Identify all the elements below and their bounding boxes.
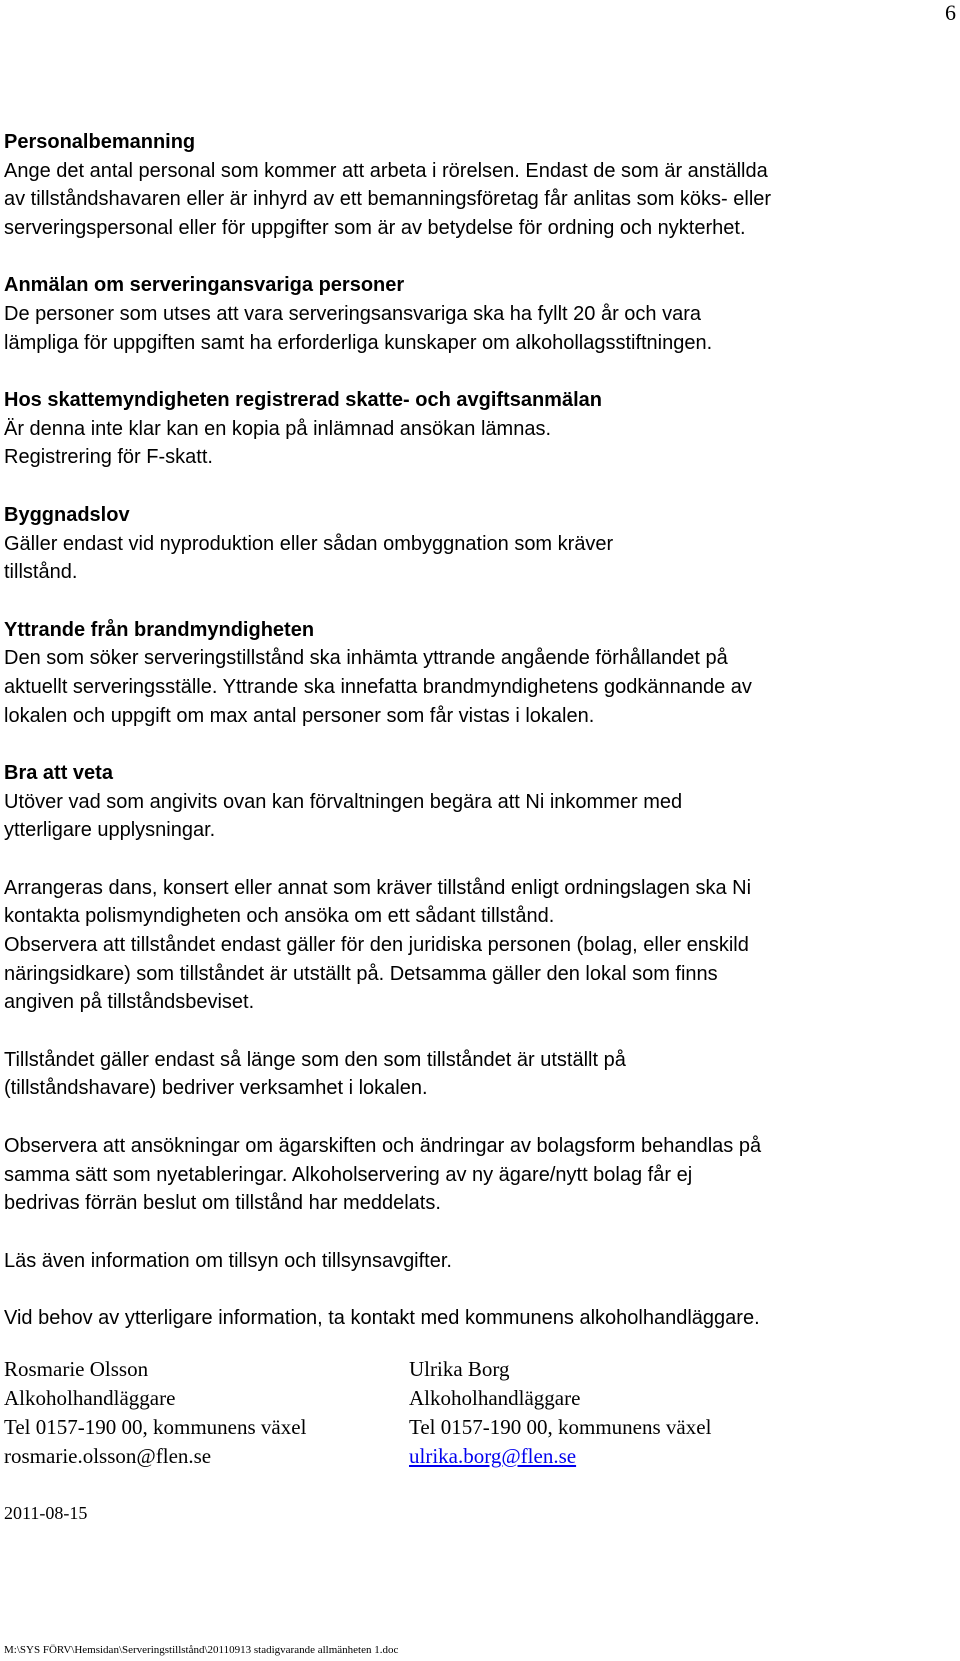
section-bra-att-veta: [4, 759, 954, 845]
section-heading: Bra att veta: [4, 762, 113, 785]
paragraph-line: Den som söker serveringstillstånd ska inhämta yttrande angående förhållandet på: [4, 647, 728, 670]
section-heading: Personalbemanning: [4, 131, 196, 153]
section-serveringsansvariga: [4, 271, 954, 357]
section-heading: Hos skattemyndigheten registrerad skatte- och avgiftsanmälan: [4, 389, 602, 412]
paragraph-line: serveringspersonal eller för uppgifter som är av betydelse för ordning och nykterhet.: [4, 216, 746, 239]
section-heading: Anmälan om serveringansvariga personer: [4, 274, 405, 297]
page-number: 6: [945, 0, 956, 25]
paragraph-line: Observera att tillståndet endast gäller för den juridiska personen (bolag, eller enskild: [4, 934, 749, 957]
contact-phone: Tel 0157-190 00, kommunens växel: [4, 1415, 307, 1439]
paragraph-line: Gäller endast vid nyproduktion eller sådan ombyggnation som kräver: [4, 532, 614, 555]
paragraph-line: Tillståndet gäller endast så länge som den som tillståndet är utställt på: [4, 1048, 626, 1071]
paragraph-line: tillstånd.: [4, 561, 78, 584]
contact-phone: Tel 0157-190 00, kommunens växel: [409, 1415, 712, 1439]
paragraph-line: Är denna inte klar kan en kopia på inlämnad ansökan lämnas.: [4, 417, 552, 440]
paragraph-line: lämpliga för uppgiften samt ha erforderliga kunskaper om alkohollagsstiftningen.: [4, 331, 713, 354]
paragraph-line: Arrangeras dans, konsert eller annat som kräver tillstånd enligt ordningslagen ska Ni: [4, 876, 752, 899]
paragraph-line: av tillståndshavaren eller är inhyrd av ett bemanningsföretag får anlitas som köks- eller: [4, 188, 772, 211]
paragraph-line: kontakta polismyndigheten och ansöka om ett sådant tillstånd.: [4, 905, 555, 928]
paragraph-tillsyn: [4, 1247, 954, 1276]
contact-name: Rosmarie Olsson: [4, 1357, 149, 1381]
paragraph-line: Vid behov av ytterligare information, ta kontakt med kommunens alkoholhandläggare.: [4, 1307, 760, 1330]
contact-card: [4, 1355, 306, 1471]
paragraph-line: (tillståndshavare) bedriver verksamhet i lokalen.: [4, 1077, 428, 1100]
paragraph-line: De personer som utses att vara serveringsansvariga ska ha fyllt 20 år och vara: [4, 302, 701, 325]
paragraph-kontakt: [4, 1304, 954, 1333]
paragraph-agarskiften: [4, 1132, 954, 1218]
paragraph-line: lokalen och uppgift om max antal personer som får vistas i lokalen.: [4, 704, 595, 727]
paragraph-line: samma sätt som nyetableringar. Alkoholservering av ny ägare/nytt bolag får ej: [4, 1163, 693, 1186]
contact-title: Alkoholhandläggare: [409, 1386, 581, 1410]
paragraph-line: Observera att ansökningar om ägarskiften och ändringar av bolagsform behandlas på: [4, 1135, 762, 1158]
paragraph-line: Ange det antal personal som kommer att arbeta i rörelsen. Endast de som är anställda: [4, 159, 768, 182]
paragraph-line: angiven på tillståndsbeviset.: [4, 991, 255, 1014]
paragraph-line: Läs även information om tillsyn och tillsynsavgifter.: [4, 1249, 452, 1272]
section-brandmyndigheten: [4, 616, 954, 730]
paragraph-line: Registrering för F-skatt.: [4, 446, 213, 469]
section-heading: Yttrande från brandmyndigheten: [4, 618, 315, 641]
paragraph-line: bedrivas förrän beslut om tillstånd har meddelats.: [4, 1192, 441, 1215]
document-body: [4, 128, 954, 1362]
section-heading: Byggnadslov: [4, 503, 130, 526]
contact-email-link[interactable]: ulrika.borg@flen.se: [409, 1444, 577, 1468]
section-skattemyndigheten: [4, 386, 954, 472]
section-personalbemanning: [4, 128, 954, 242]
paragraph-line: näringsidkare) som tillståndet är utställt på. Detsamma gäller den lokal som finns: [4, 962, 718, 985]
document-date: 2011-08-15: [4, 1503, 88, 1523]
paragraph-tillstandet-galler: [4, 1046, 954, 1103]
contact-name: Ulrika Borg: [409, 1357, 510, 1381]
paragraph-line: aktuellt serveringsställe. Yttrande ska innefatta brandmyndighetens godkännande av: [4, 675, 752, 698]
paragraph-line: Utöver vad som angivits ovan kan förvaltningen begära att Ni inkommer med: [4, 790, 683, 813]
contact-email: rosmarie.olsson@flen.se: [4, 1444, 212, 1468]
section-byggnadslov: [4, 501, 954, 587]
footer-file-path: M:\SYS FÖRV\Hemsidan\Serveringstillstånd\20110913 stadigvarande allmänheten 1.doc: [4, 1644, 399, 1656]
paragraph-line: ytterligare upplysningar.: [4, 819, 216, 842]
contact-title: Alkoholhandläggare: [4, 1386, 176, 1410]
contact-card: [409, 1355, 711, 1471]
paragraph-dans-konsert: [4, 874, 954, 1017]
